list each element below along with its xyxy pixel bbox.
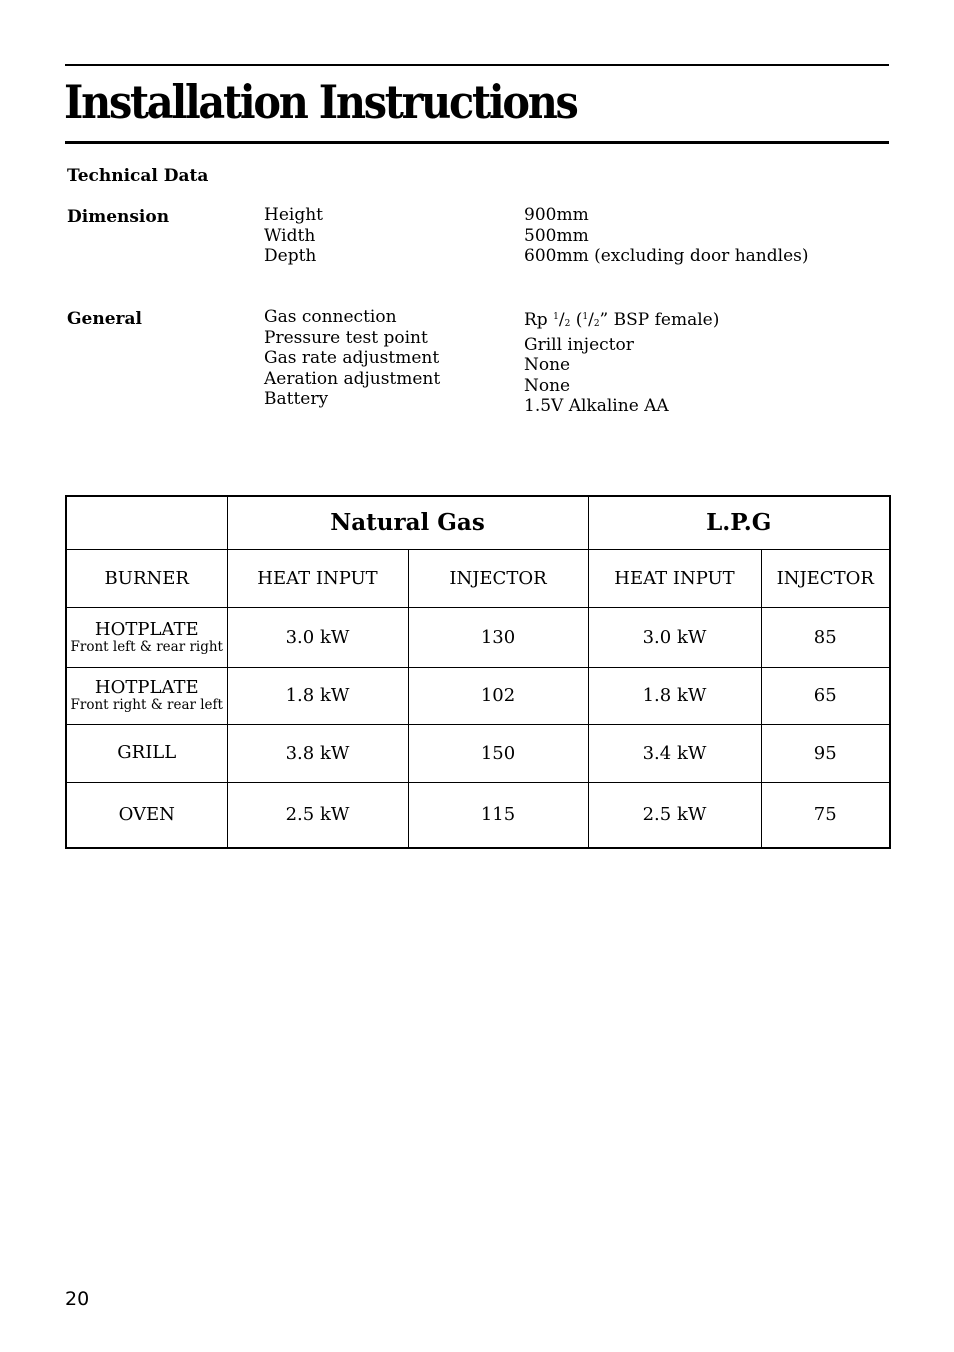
table-row bbox=[66, 724, 890, 782]
top-rule bbox=[65, 64, 889, 66]
page-title: Installation Instructions bbox=[64, 75, 577, 129]
gas-connection-value bbox=[524, 307, 719, 335]
burner-cell bbox=[66, 782, 227, 848]
ng-heat-input-cell: 3.0 kW bbox=[227, 607, 408, 667]
burner-name: OVEN bbox=[118, 803, 175, 825]
dimension-params bbox=[264, 205, 323, 267]
burner-note: Front left & rear right bbox=[70, 638, 223, 655]
dimension-value: 600mm (excluding door handles) bbox=[524, 246, 809, 266]
burner-name: HOTPLATE bbox=[94, 677, 199, 698]
column-header: INJECTOR bbox=[408, 549, 588, 607]
dimension-param: Depth bbox=[264, 246, 317, 266]
column-header: HEAT INPUT bbox=[227, 549, 408, 607]
table-row bbox=[66, 607, 890, 667]
table-group-header-row bbox=[66, 496, 890, 549]
burner-name: HOTPLATE bbox=[94, 618, 199, 640]
dimension-param: Width bbox=[264, 225, 316, 246]
burner-name: GRILL bbox=[117, 742, 177, 763]
general-value: None bbox=[524, 355, 571, 375]
general-param: Battery bbox=[264, 389, 329, 409]
ng-injector-cell: 130 bbox=[408, 607, 588, 667]
lpg-injector-cell: 75 bbox=[761, 782, 890, 848]
page-number: 20 bbox=[65, 1288, 90, 1310]
ng-heat-input-cell: 1.8 kW bbox=[227, 667, 408, 724]
lpg-heat-input-cell: 1.8 kW bbox=[588, 667, 761, 724]
table-corner-cell bbox=[66, 496, 227, 549]
value-prefix: Rp bbox=[524, 310, 554, 330]
burner-note: Front right & rear left bbox=[70, 697, 223, 713]
burner-cell bbox=[66, 607, 227, 667]
general-param: Gas rate adjustment bbox=[264, 348, 440, 368]
value-suffix: ” BSP female) bbox=[599, 310, 720, 330]
ng-injector-cell: 115 bbox=[408, 782, 588, 848]
fraction-denominator: 2 bbox=[564, 319, 571, 329]
general-params bbox=[264, 307, 440, 410]
lpg-injector-cell: 85 bbox=[761, 607, 890, 667]
general-value: None bbox=[524, 375, 571, 396]
lpg-heat-input-cell: 3.0 kW bbox=[588, 607, 761, 667]
dimension-value: 900mm bbox=[524, 205, 589, 225]
gas-specification-table bbox=[65, 495, 891, 849]
title-underline bbox=[65, 141, 889, 144]
general-value: Grill injector bbox=[524, 334, 634, 355]
lpg-injector-cell: 65 bbox=[761, 667, 890, 724]
general-param: Pressure test point bbox=[264, 327, 428, 348]
column-header: HEAT INPUT bbox=[588, 549, 761, 607]
general-value: 1.5V Alkaline AA bbox=[524, 396, 669, 416]
dimension-param: Height bbox=[264, 205, 323, 225]
dimension-label: Dimension bbox=[67, 207, 170, 227]
burner-cell bbox=[66, 724, 227, 782]
burner-cell bbox=[66, 667, 227, 724]
ng-heat-input-cell: 3.8 kW bbox=[227, 724, 408, 782]
table-row bbox=[66, 667, 890, 724]
dimension-values bbox=[524, 205, 808, 267]
general-label: General bbox=[67, 309, 142, 329]
general-param: Aeration adjustment bbox=[264, 368, 441, 389]
column-header: BURNER bbox=[66, 549, 227, 607]
fraction-numerator: 1 bbox=[553, 312, 559, 322]
table-row bbox=[66, 782, 890, 848]
column-header: INJECTOR bbox=[761, 549, 890, 607]
table-column-header-row bbox=[66, 549, 890, 607]
fraction-denominator: 2 bbox=[593, 319, 600, 329]
general-values bbox=[524, 307, 719, 417]
ng-injector-cell: 102 bbox=[408, 667, 588, 724]
lpg-heat-input-cell: 3.4 kW bbox=[588, 724, 761, 782]
value-open: ( bbox=[570, 310, 583, 330]
natural-gas-header: Natural Gas bbox=[227, 496, 588, 549]
lpg-injector-cell: 95 bbox=[761, 724, 890, 782]
lpg-header: L.P.G bbox=[588, 496, 890, 549]
technical-data-heading: Technical Data bbox=[67, 166, 209, 186]
ng-injector-cell: 150 bbox=[408, 724, 588, 782]
general-param: Gas connection bbox=[264, 307, 397, 327]
dimension-value: 500mm bbox=[524, 225, 589, 246]
lpg-heat-input-cell: 2.5 kW bbox=[588, 782, 761, 848]
fraction-slash: / bbox=[588, 310, 594, 330]
ng-heat-input-cell: 2.5 kW bbox=[227, 782, 408, 848]
fraction-numerator: 1 bbox=[582, 312, 589, 322]
fraction-slash: / bbox=[558, 310, 565, 330]
